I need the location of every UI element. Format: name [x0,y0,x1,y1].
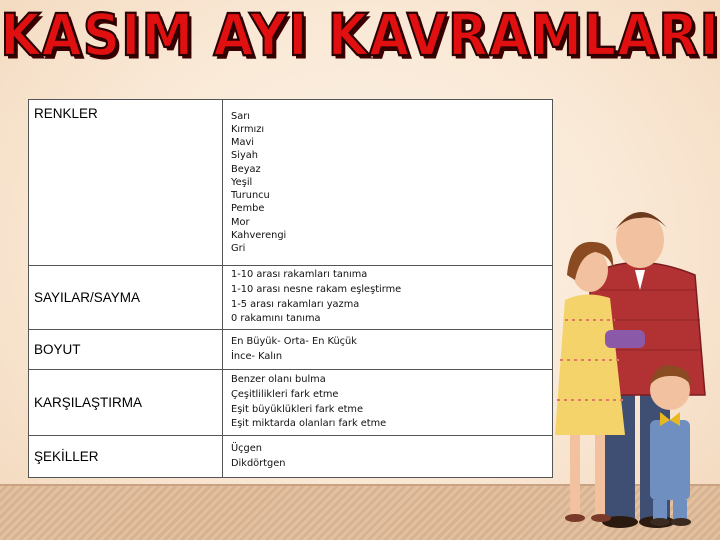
category-cell: SAYILAR/SAYMA [29,266,223,330]
items-cell [223,330,553,370]
category-cell: KARŞILAŞTIRMA [29,370,223,436]
category-cell: ŞEKİLLER [29,436,223,478]
list-item: Sarı [231,110,250,122]
list-item: 1-10 arası nesne rakam eşleştirme [231,283,402,295]
table-row [29,266,553,330]
page-title: KASIM AYI KAVRAMLARI [0,2,720,70]
list-item: 1-5 arası rakamları yazma [231,298,360,310]
list-item: Dikdörtgen [231,457,286,469]
list-item: Gri [231,242,246,254]
list-item: Kırmızı [231,124,265,136]
list-item: Kahverengi [231,229,287,241]
list-item: Eşit büyüklükleri fark etme [231,403,364,415]
table-row [29,100,553,266]
list-item: Yeşil [231,176,253,188]
items-cell [223,436,553,478]
table-row [29,436,553,478]
list-item: 0 rakamını tanıma [231,313,321,325]
list-item: Benzer olanı bulma [231,374,326,386]
table-row [29,330,553,370]
list-item: Siyah [231,150,258,162]
son-figure [650,365,691,526]
family-illustration [545,180,720,530]
list-item: Mavi [231,137,254,149]
items-cell [223,370,553,436]
category-cell: BOYUT [29,330,223,370]
list-item: Turuncu [231,190,270,202]
items-cell [223,266,553,330]
list-item: İnce- Kalın [231,350,283,362]
list-item: Eşit miktarda olanları fark etme [231,418,387,430]
list-item: Çeşitlilikleri fark etme [231,388,339,400]
table-row [29,370,553,436]
list-item: Üçgen [231,442,263,454]
concepts-table [28,99,553,478]
list-item: Mor [231,216,250,228]
list-item: 1-10 arası rakamları tanıma [231,269,368,281]
list-item: Pembe [231,203,265,215]
list-item: Beyaz [231,163,261,175]
items-cell [223,100,553,266]
category-cell: RENKLER [29,100,223,266]
list-item: En Büyük- Orta- En Küçük [231,335,357,347]
